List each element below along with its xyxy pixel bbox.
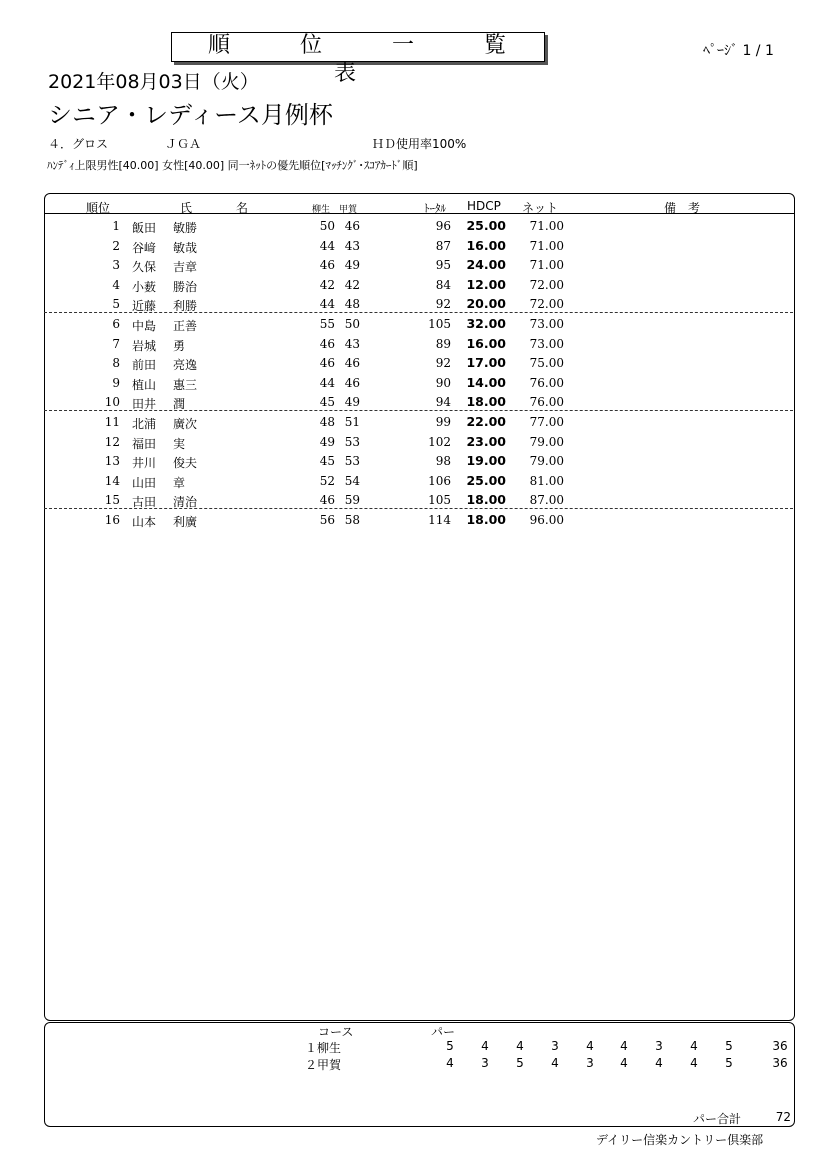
cell-hdcp: 12.00 xyxy=(466,276,506,292)
cell-out: 46 xyxy=(319,356,335,371)
table-row xyxy=(44,432,795,452)
cell-total: 84 xyxy=(435,277,451,292)
cell-sei: 中島 xyxy=(132,319,157,333)
cell-in: 43 xyxy=(344,336,360,351)
cell-rank: 3 xyxy=(112,258,120,273)
cell-rank: 1 xyxy=(112,219,120,233)
cell-total: 92 xyxy=(435,297,451,312)
cell-net: 75.00 xyxy=(529,356,564,371)
table-row xyxy=(44,451,795,471)
hole-par: 4 xyxy=(690,1039,698,1053)
cell-rank: 14 xyxy=(104,473,120,488)
cell-sei: 谷﨑 xyxy=(132,240,157,255)
cell-rank: 7 xyxy=(112,336,120,351)
cell-net: 79.00 xyxy=(529,434,564,449)
event-date: 2021年08月03日（火） xyxy=(48,71,259,93)
cell-hdcp: 16.00 xyxy=(466,237,506,253)
table-row xyxy=(44,373,795,393)
par-label: パー xyxy=(431,1025,456,1039)
table-row xyxy=(44,216,795,236)
cell-total: 96 xyxy=(435,219,451,233)
cell-out: 44 xyxy=(319,297,335,312)
cell-sei: 岩城 xyxy=(132,338,157,353)
col-in: 甲賀 xyxy=(339,205,358,215)
cell-out: 49 xyxy=(319,434,335,449)
cell-rank: 13 xyxy=(104,454,120,469)
cell-hdcp: 20.00 xyxy=(466,296,506,312)
hole-par: 4 xyxy=(481,1039,489,1053)
cell-mei: 吉章 xyxy=(173,260,198,275)
cell-in: 53 xyxy=(344,454,360,469)
organizer: ＪＧＡ xyxy=(165,137,202,151)
cell-in: 48 xyxy=(344,297,360,312)
course-label: コース xyxy=(318,1025,354,1039)
cell-out: 50 xyxy=(319,219,335,233)
cell-out: 44 xyxy=(319,375,335,390)
hole-par: 4 xyxy=(516,1039,524,1053)
cell-mei: 章 xyxy=(173,475,186,490)
table-row xyxy=(44,510,795,530)
event-title: シニア・レディース月例杯 xyxy=(48,101,333,129)
cell-net: 76.00 xyxy=(529,395,564,410)
cell-out: 45 xyxy=(319,395,335,410)
hole-par: 4 xyxy=(690,1056,698,1070)
cell-out: 56 xyxy=(319,513,335,527)
cell-mei: 廣次 xyxy=(173,417,198,431)
cell-mei: 俊夫 xyxy=(173,456,198,471)
cell-sei: 古田 xyxy=(132,495,157,510)
cell-out: 48 xyxy=(319,415,335,429)
cell-rank: 5 xyxy=(112,297,120,312)
col-hdcp: HDCP xyxy=(467,199,501,213)
hole-par: 3 xyxy=(551,1039,559,1053)
cell-mei: 勇 xyxy=(173,338,186,353)
hole-par: 5 xyxy=(446,1039,454,1053)
cell-total: 95 xyxy=(435,258,451,273)
cell-mei: 潤 xyxy=(173,397,186,412)
cell-in: 53 xyxy=(344,434,360,449)
cell-rank: 12 xyxy=(104,434,120,449)
cell-sei: 北浦 xyxy=(132,417,157,431)
cell-in: 59 xyxy=(344,493,360,508)
cell-total: 106 xyxy=(428,473,451,488)
course-par-total: 36 xyxy=(772,1039,788,1053)
cell-net: 72.00 xyxy=(529,297,564,312)
hole-par: 4 xyxy=(551,1056,559,1070)
cell-net: 79.00 xyxy=(529,454,564,469)
cell-rank: 4 xyxy=(112,277,120,292)
cell-out: 44 xyxy=(319,238,335,253)
cell-sei: 田井 xyxy=(132,397,157,412)
cell-hdcp: 25.00 xyxy=(466,218,506,233)
table-row xyxy=(44,275,795,295)
table-row xyxy=(44,471,795,491)
cell-rank: 6 xyxy=(112,317,120,331)
cell-hdcp: 18.00 xyxy=(466,492,506,508)
cell-rank: 2 xyxy=(112,238,120,253)
cell-total: 94 xyxy=(435,395,451,410)
cell-out: 42 xyxy=(319,277,335,292)
cell-out: 46 xyxy=(319,336,335,351)
hole-par: 4 xyxy=(586,1039,594,1053)
cell-sei: 井川 xyxy=(132,456,157,471)
cell-total: 89 xyxy=(435,336,451,351)
cell-sei: 山田 xyxy=(132,475,157,490)
course-par-total: 36 xyxy=(772,1056,788,1070)
cell-rank: 10 xyxy=(104,395,120,410)
cell-total: 105 xyxy=(428,317,451,331)
cell-net: 73.00 xyxy=(529,317,564,331)
par-total: 72 xyxy=(775,1110,791,1124)
cell-total: 114 xyxy=(428,513,451,527)
col-name-b: 名 xyxy=(236,201,249,215)
cell-sei: 山本 xyxy=(132,515,157,529)
hole-par: 3 xyxy=(481,1056,489,1070)
cell-total: 92 xyxy=(435,356,451,371)
cell-out: 52 xyxy=(319,473,335,488)
cell-mei: 敏哉 xyxy=(173,240,198,255)
cell-in: 58 xyxy=(344,513,360,527)
cell-sei: 福田 xyxy=(132,436,157,451)
cell-sei: 植山 xyxy=(132,377,157,392)
cell-total: 98 xyxy=(435,454,451,469)
hole-par: 4 xyxy=(620,1039,628,1053)
col-total: ﾄｰﾀﾙ xyxy=(424,202,446,215)
handicap-usage: ＨＤ使用率100% xyxy=(372,137,467,151)
cell-hdcp: 16.00 xyxy=(466,335,506,351)
hole-par: 3 xyxy=(655,1039,663,1053)
cell-out: 45 xyxy=(319,454,335,469)
cell-mei: 正善 xyxy=(173,319,198,333)
cell-mei: 実 xyxy=(173,436,186,451)
handicap-rule: ﾊﾝﾃﾞｨ上限男性[40.00] 女性[40.00] 同一ﾈｯﾄの優先順位[ﾏｯﾁﾝｸﾞ･ｽｺｱｶｰﾄﾞ順] xyxy=(47,159,418,172)
hole-par: 4 xyxy=(446,1056,454,1070)
cell-total: 99 xyxy=(435,415,451,429)
page-title: 順 位 一 覧 表 xyxy=(207,33,577,86)
cell-mei: 利勝 xyxy=(173,299,198,314)
cell-hdcp: 24.00 xyxy=(466,257,506,273)
cell-in: 49 xyxy=(344,395,360,410)
cell-out: 55 xyxy=(319,317,335,331)
col-net: ネット xyxy=(522,201,559,215)
cell-hdcp: 17.00 xyxy=(466,355,506,371)
col-remarks: 備 考 xyxy=(664,201,701,215)
cell-in: 50 xyxy=(344,317,360,331)
table-row xyxy=(44,334,795,354)
cell-total: 105 xyxy=(428,493,451,508)
cell-hdcp: 19.00 xyxy=(466,453,506,469)
course-name: １柳生 xyxy=(305,1041,342,1055)
cell-rank: 16 xyxy=(104,513,120,527)
hole-par: 3 xyxy=(586,1056,594,1070)
par-total-label: パー合計 xyxy=(693,1112,742,1126)
cell-net: 71.00 xyxy=(529,258,564,273)
hole-par: 5 xyxy=(516,1056,524,1070)
cell-net: 77.00 xyxy=(529,415,564,429)
cell-hdcp: 25.00 xyxy=(466,472,506,488)
col-out: 柳生 xyxy=(312,205,331,215)
cell-sei: 飯田 xyxy=(132,221,157,235)
cell-in: 42 xyxy=(344,277,360,292)
group-divider xyxy=(44,410,793,411)
table-row xyxy=(44,314,795,334)
hole-par: 4 xyxy=(655,1056,663,1070)
cell-out: 46 xyxy=(319,258,335,273)
table-row xyxy=(44,255,795,275)
cell-in: 46 xyxy=(344,356,360,371)
cell-net: 73.00 xyxy=(529,336,564,351)
cell-mei: 清治 xyxy=(173,495,198,510)
page-number: ﾍﾟｰｼﾞ 1 / 1 xyxy=(703,43,774,59)
scoring-format: ４．グロス xyxy=(48,137,109,151)
cell-in: 51 xyxy=(344,415,360,429)
cell-in: 46 xyxy=(344,219,360,233)
cell-rank: 11 xyxy=(104,415,120,429)
course-par-table xyxy=(44,1022,795,1127)
cell-net: 81.00 xyxy=(529,473,564,488)
cell-net: 71.00 xyxy=(529,219,564,233)
club-name: デイリー信楽カントリー倶楽部 xyxy=(596,1133,764,1147)
course-name: ２甲賀 xyxy=(305,1058,342,1072)
cell-sei: 小薮 xyxy=(132,279,157,294)
cell-rank: 9 xyxy=(112,375,120,390)
hole-par: 4 xyxy=(620,1056,628,1070)
cell-sei: 近藤 xyxy=(132,299,157,314)
cell-sei: 久保 xyxy=(132,260,157,275)
cell-net: 96.00 xyxy=(529,513,564,527)
hole-par: 5 xyxy=(725,1039,733,1053)
group-divider xyxy=(44,508,793,509)
cell-net: 76.00 xyxy=(529,375,564,390)
cell-hdcp: 18.00 xyxy=(466,512,506,527)
cell-hdcp: 23.00 xyxy=(466,433,506,449)
cell-sei: 前田 xyxy=(132,358,157,373)
cell-mei: 敏勝 xyxy=(173,221,198,235)
cell-in: 46 xyxy=(344,375,360,390)
cell-mei: 利廣 xyxy=(173,515,198,529)
cell-net: 71.00 xyxy=(529,238,564,253)
cell-in: 49 xyxy=(344,258,360,273)
col-rank: 順位 xyxy=(86,201,111,215)
table-row xyxy=(44,236,795,256)
cell-hdcp: 22.00 xyxy=(466,414,506,429)
group-divider xyxy=(44,312,793,313)
cell-hdcp: 14.00 xyxy=(466,374,506,390)
cell-rank: 15 xyxy=(104,493,120,508)
header-divider xyxy=(44,213,795,214)
cell-out: 46 xyxy=(319,493,335,508)
table-row xyxy=(44,353,795,373)
cell-total: 102 xyxy=(428,434,451,449)
cell-mei: 勝治 xyxy=(173,279,198,294)
cell-total: 90 xyxy=(435,375,451,390)
cell-mei: 惠三 xyxy=(173,377,198,392)
cell-net: 87.00 xyxy=(529,493,564,508)
cell-in: 54 xyxy=(344,473,360,488)
cell-rank: 8 xyxy=(112,356,120,371)
table-row xyxy=(44,412,795,432)
hole-par: 5 xyxy=(725,1056,733,1070)
cell-total: 87 xyxy=(435,238,451,253)
cell-hdcp: 18.00 xyxy=(466,394,506,410)
col-name-a: 氏 xyxy=(180,201,193,215)
cell-mei: 亮逸 xyxy=(173,358,198,373)
cell-hdcp: 32.00 xyxy=(466,316,506,331)
cell-net: 72.00 xyxy=(529,277,564,292)
cell-in: 43 xyxy=(344,238,360,253)
